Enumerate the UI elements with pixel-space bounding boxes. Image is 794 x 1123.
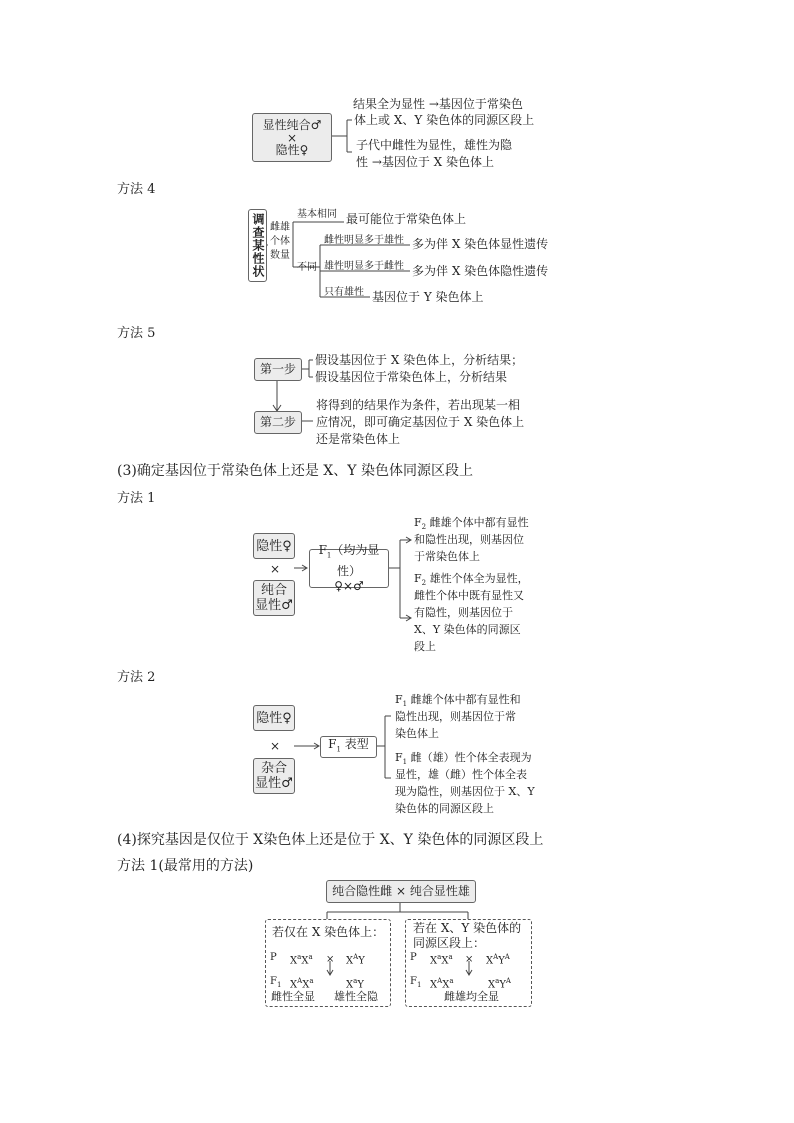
section3-heading: (3)确定基因位于常染色体上还是 X、Y 染色体同源区段上 xyxy=(117,463,473,479)
s3m1-res2-l3: 有隐性，则基因位于 xyxy=(414,606,513,619)
method5-title: 方法 5 xyxy=(117,326,156,341)
m3-result-1b: 体上或 X、Y 染色体的同源区段上 xyxy=(354,113,535,127)
f1-note: （均为显性） xyxy=(331,543,380,578)
m3-cross-line1: 显性纯合♂ xyxy=(262,117,322,132)
branch-cond-2: 雄性明显多于雌性 xyxy=(324,261,404,272)
s3m1-res1-l1: $F_2$ 雌雄个体中都有显性 xyxy=(414,516,529,532)
f1-symbol: F xyxy=(318,543,327,558)
s3m2-res2-l2: 显性，雄（雌）性个体全表 xyxy=(395,768,527,781)
s4-left-F1-symbol: F xyxy=(270,976,277,987)
same-label: 基本相同 xyxy=(297,209,337,220)
m3-cross-times: × xyxy=(286,130,298,145)
s3m1-res1-l3: 于常染色体上 xyxy=(414,550,480,563)
s3m2-parent1-box: 隐性♀ xyxy=(253,705,295,731)
s4-left-P: P xyxy=(270,952,277,963)
s3m2-parent2-box xyxy=(253,758,295,794)
step1-item-1: 假设基因位于 X 染色体上，分析结果； xyxy=(315,353,524,367)
s3-method2-title: 方法 2 xyxy=(117,670,156,685)
step1-item-2: 假设基因位于常染色体上，分析结果 xyxy=(315,370,508,384)
step1-box: 第一步 xyxy=(254,358,302,381)
s4-left-F1: $F_1$ xyxy=(270,976,282,989)
s4-right-f1-male: $X^aY^A$ xyxy=(488,977,511,991)
s3m2-parent2-l1: 杂合 xyxy=(260,761,287,776)
s3m1-times: × xyxy=(270,562,281,576)
s3m1-f1-line1: $F_1$（均为显性） xyxy=(318,543,380,578)
s3m2-f1-label: 表型 xyxy=(344,736,369,751)
count-label-2: 个体 xyxy=(270,236,290,247)
s4-right-cross: × xyxy=(465,954,474,965)
s3m1-parent1-box: 隐性♀ xyxy=(253,533,295,559)
s4-left-p-male: $X^AY$ xyxy=(346,953,365,967)
method4-title: 方法 4 xyxy=(117,182,156,197)
s3m2-res1-l1: $F_1$ 雌雄个体中都有显性和 xyxy=(395,693,521,709)
s3m2-f1-box xyxy=(320,736,377,758)
s3m1-res2-l2: 雌性个体中既有显性又 xyxy=(414,589,524,602)
s4-top-box: 纯合隐性雌 × 纯合显性雄 xyxy=(326,880,476,903)
s4-left-title: 若仅在 X 染色体上： xyxy=(272,925,385,939)
s3m2-res2-text1: 雌（雄）性个体全表现为 xyxy=(410,751,532,764)
branch-result-1: 多为伴 X 染色体显性遗传 xyxy=(412,237,549,251)
m3-cross-box xyxy=(252,113,332,162)
s4-right-f1-female: $X^AX^a$ xyxy=(430,977,454,991)
m3-result-1a: 结果全为显性 →基因位于常染色 xyxy=(353,97,523,111)
survey-box xyxy=(248,209,267,282)
m3-cross-line2: 隐性♀ xyxy=(275,142,309,157)
count-label-3: 数量 xyxy=(270,250,290,261)
s3m1-f1-line2: ♀×♂ xyxy=(334,578,364,593)
s4-left-result-2: 雄性全隐 xyxy=(334,990,378,1003)
s3m1-parent2-box xyxy=(253,580,295,616)
s3m2-res2-l4: 染色体的同源区段上 xyxy=(395,802,494,815)
diff-label: 不同 xyxy=(297,262,317,273)
branch-result-2: 多为伴 X 染色体隐性遗传 xyxy=(412,264,549,278)
s4-right-F1-symbol: F xyxy=(410,976,417,987)
branch-result-3: 基因位于 Y 染色体上 xyxy=(372,290,484,304)
s3m2-times: × xyxy=(270,739,281,753)
s4-right-p-male: $X^AY^A$ xyxy=(486,953,510,967)
s4-right-p-female: $X^aX^a$ xyxy=(430,953,453,967)
s4-right-title-1: 若在 X、Y 染色体的 xyxy=(413,921,522,935)
s3m1-res2-text1: 雄性个体全为显性， xyxy=(429,572,529,585)
s4-left-cross: × xyxy=(326,954,335,965)
s4-right-result: 雌雄均全显 xyxy=(444,990,499,1003)
s4-left-f1-male: $X^aY$ xyxy=(346,977,364,991)
step2-text-3: 还是常染色体上 xyxy=(316,432,401,446)
s3m1-parent2-l2: 显性♂ xyxy=(255,598,293,613)
branch-cond-1: 雌性明显多于雄性 xyxy=(324,235,404,246)
s3m1-res1-l2: 和隐性出现，则基因位 xyxy=(414,533,524,546)
s4-right-F1: $F_1$ xyxy=(410,976,422,989)
s4-left-result-1: 雌性全显 xyxy=(271,990,315,1003)
s4-method1-title: 方法 1(最常用的方法) xyxy=(117,858,254,874)
s4-right-title-2: 同源区段上： xyxy=(413,936,486,950)
s3m2-f1-text: $F_1$ 表型 xyxy=(328,736,369,754)
s3m2-parent2-l2: 显性♂ xyxy=(255,776,293,791)
s3m1-res2-l4: X、Y 染色体的同源区 xyxy=(414,623,521,636)
same-result: 最可能位于常染色体上 xyxy=(346,212,467,226)
s4-right-P: P xyxy=(410,952,417,963)
s4-left-f1-female: $X^AX^a$ xyxy=(290,977,314,991)
s4-left-p-female: $X^aX^a$ xyxy=(290,953,313,967)
s3m2-res1-text1: 雌雄个体中都有显性和 xyxy=(410,693,521,706)
m3-result-2a: 子代中雌性为显性，雄性为隐 xyxy=(356,138,513,152)
m3-result-2b: 性 →基因位于 X 染色体上 xyxy=(356,155,495,169)
step2-box: 第二步 xyxy=(254,411,302,434)
count-label-1: 雌雄 xyxy=(270,222,290,233)
s3m1-res2-l1: $F_2$ 雄性个体全为显性， xyxy=(414,572,529,588)
s3m1-res2-l5: 段上 xyxy=(414,640,436,653)
s3m2-res2-l1: $F_1$ 雌（雄）性个体全表现为 xyxy=(395,751,532,767)
s3m2-res1-l3: 染色体上 xyxy=(395,727,439,740)
s3m1-f1-box xyxy=(309,543,389,593)
step2-text-1: 将得到的结果作为条件，若出现某一相 xyxy=(316,398,521,412)
s3m2-res2-l3: 现为隐性，则基因位于 X、Y xyxy=(395,785,535,798)
survey-label: 调查某性状 xyxy=(251,213,265,278)
s3-method1-title: 方法 1 xyxy=(117,491,156,506)
step2-text-2: 应情况，即可确定基因位于 X 染色体上 xyxy=(316,415,525,429)
branch-cond-3: 只有雄性 xyxy=(324,287,364,298)
section4-heading: (4)探究基因是仅位于 X染色体上还是位于 X、Y 染色体的同源区段上 xyxy=(117,832,544,848)
s3m1-res1-text1: 雌雄个体中都有显性 xyxy=(429,516,529,529)
s3m2-res1-l2: 隐性出现，则基因位于常 xyxy=(395,710,516,723)
s3m1-parent2-l1: 纯合 xyxy=(260,583,287,598)
